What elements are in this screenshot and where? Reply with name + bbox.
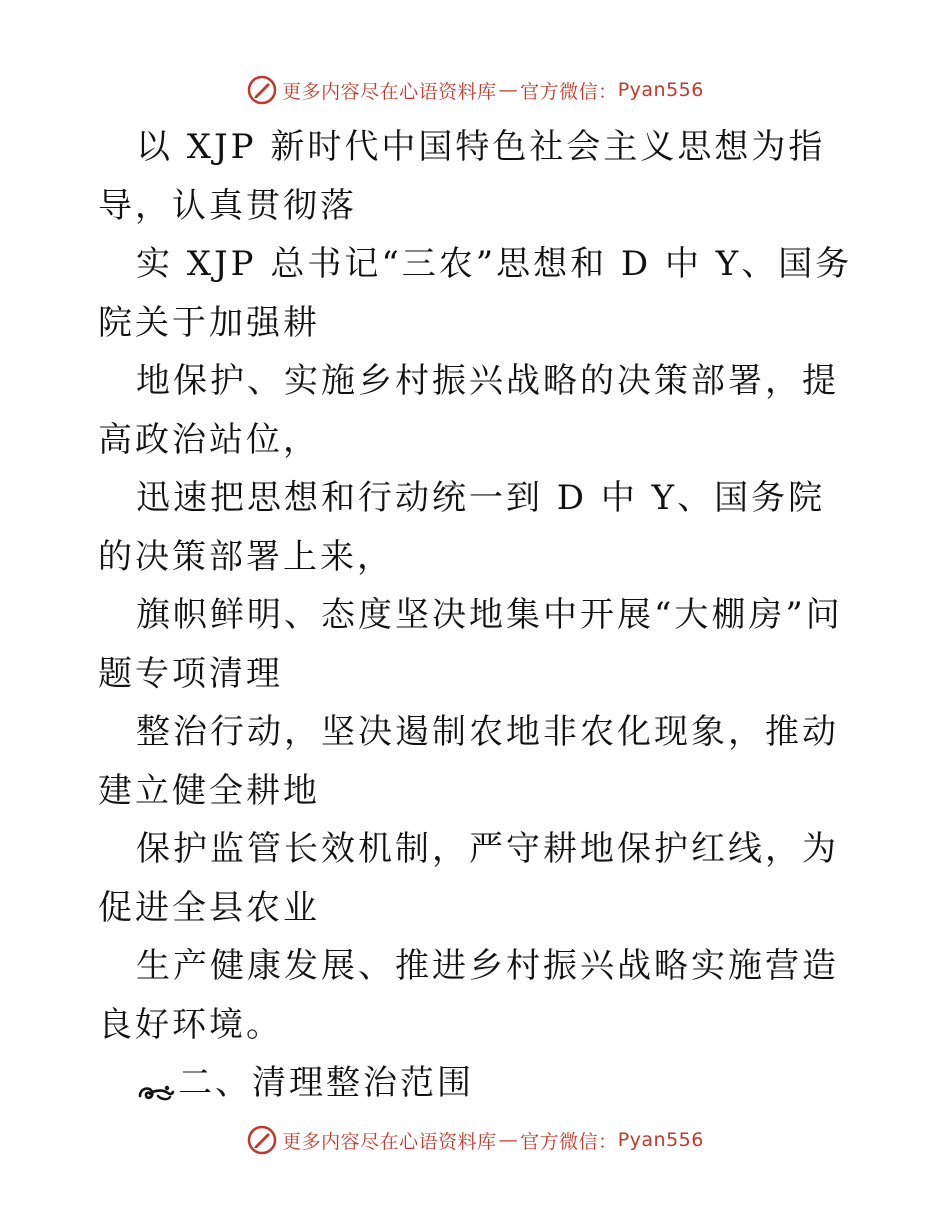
paragraph-5: 旗帜鲜明、态度坚决地集中开展“大棚房”问题专项清理	[98, 595, 843, 694]
banner-account: Pyan556	[617, 1129, 704, 1151]
banner-dash: —	[498, 1129, 519, 1151]
section-heading	[98, 1054, 858, 1113]
header-banner	[0, 70, 950, 110]
brand-logo-icon	[246, 1124, 278, 1156]
paragraph-2: 实 XJP 总书记“三农”思想和 D 中 Y、国务院关于加强耕	[98, 244, 853, 343]
brand-logo-icon	[246, 74, 278, 106]
section-heading-text: 二、清理整治范围	[178, 1063, 474, 1103]
banner-prefix: 更多内容尽在心语资料库	[282, 80, 497, 103]
footer-banner	[0, 1120, 950, 1160]
banner-dash: —	[498, 79, 519, 101]
paragraph-1: 以 XJP 新时代中国特色社会主义思想为指导，认真贯彻落	[98, 127, 826, 226]
banner-suffix: 官方微信：	[520, 80, 618, 103]
banner-suffix: 官方微信：	[520, 1130, 618, 1153]
banner-prefix: 更多内容尽在心语资料库	[282, 1130, 497, 1153]
banner-account: Pyan556	[617, 79, 704, 101]
document-body	[98, 118, 858, 1113]
paragraph-8: 生产健康发展、推进乡村振兴战略实施营造良好环境。	[98, 946, 839, 1045]
paragraph-4: 迅速把思想和行动统一到 D 中 Y、国务院的决策部署上来，	[98, 478, 826, 577]
paragraph-6: 整治行动，坚决遏制农地非农化现象，推动建立健全耕地	[98, 712, 839, 811]
fleuron-bullet-icon	[136, 1068, 176, 1098]
paragraph-7: 保护监管长效机制，严守耕地保护红线，为促进全县农业	[98, 829, 839, 928]
paragraph-3: 地保护、实施乡村振兴战略的决策部署，提高政治站位，	[98, 361, 839, 460]
